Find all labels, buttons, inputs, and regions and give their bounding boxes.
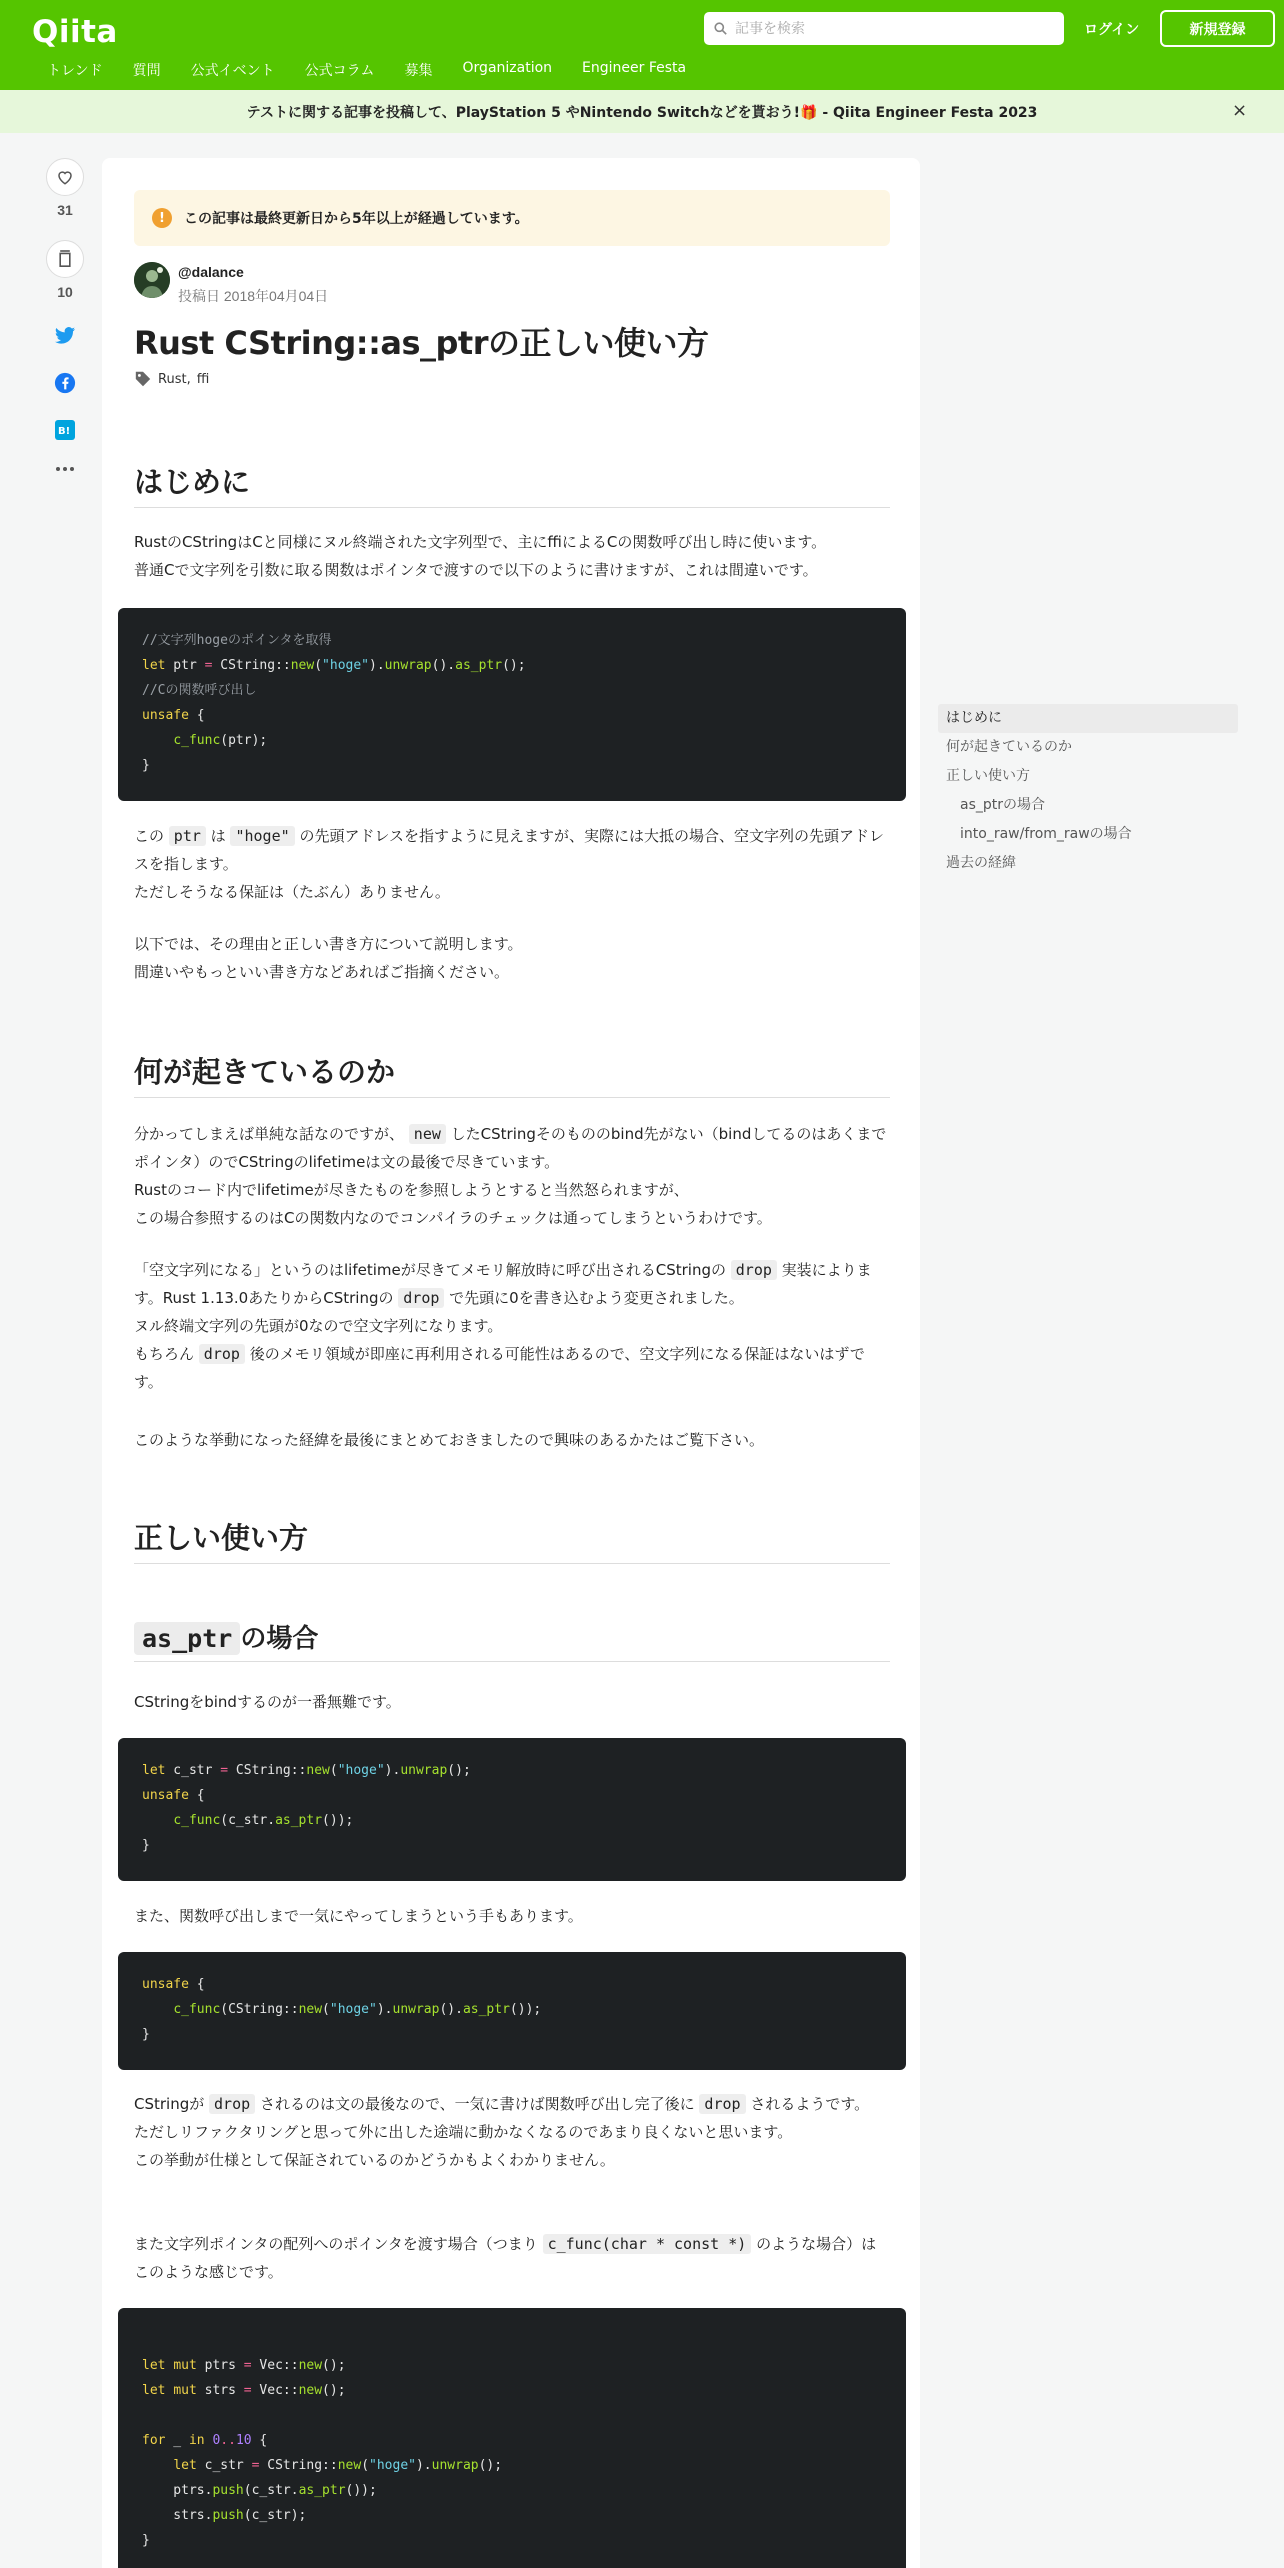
ptr-paragraph: この ptr は "hoge" の先頭アドレスを指すように見えますが、実際には大抵の場合、空文字列の先頭アドレスを指します。 ただしそうなる保証は（たぶん）ありません。 <box>134 827 884 901</box>
twitter-icon <box>54 326 76 346</box>
global-nav <box>47 60 716 80</box>
heading-as-ptr: as_ptr の場合 <box>134 1618 890 1662</box>
table-of-contents <box>938 704 1238 878</box>
toc-item-into-raw[interactable]: into_raw/from_rawの場合 <box>960 826 1132 842</box>
author-info <box>134 262 328 306</box>
empty-string-paragraph: 「空文字列になる」というのはlifetimeが尽きてメモリ解放時に呼び出されるCStringの drop 実装によります。Rust 1.13.0あたりからCStringの drop で先頭に0を書き込むよう変更されました。 ヌル終端文字列の先頭が0なので空文字列になります。 もちろん drop 後のメモリ領域が即座に再利用される可能性はあるので、空文字列になる保証はないはずです。 <box>134 1261 872 1391</box>
search-box[interactable] <box>704 12 1064 45</box>
article-title: Rust CString::as_ptrの正しい使い方 <box>134 324 709 362</box>
what-paragraph: 分かってしまえば単純な話なのですが、 new したCStringそのもののbind先がない（bindしてるのはあくまでポインタ）のでCStringのlifetimeは文の最後で尽きています。 Rustのコード内でlifetimeが尽きたものを参照しようとすると当然怒られますが、 この場合参照するのはCの関数内なのでコンパイラのチェックは通ってしまうというわけです。 <box>134 1125 887 1227</box>
more-button[interactable] <box>46 466 84 472</box>
tag-separator: , <box>186 371 191 387</box>
article-body <box>102 158 920 2568</box>
toc-item-as-ptr[interactable]: as_ptrの場合 <box>960 797 1046 813</box>
code-line: //文字列hogeのポインタを取得 <box>142 633 332 648</box>
search-icon <box>714 22 727 35</box>
outdated-notice <box>134 190 890 246</box>
author-name[interactable]: @dalance <box>178 264 244 280</box>
nav-engineer-festa[interactable]: Engineer Festa <box>582 60 687 76</box>
search-input[interactable] <box>735 21 1035 37</box>
svg-text:B!: B! <box>58 426 71 437</box>
article-actions <box>46 158 86 472</box>
intro-line-1: RustのCStringはCと同様にヌル終端された文字列型で、主にffiによるCの関数呼び出し時に使います。 <box>134 533 827 551</box>
tag-rust[interactable]: Rust <box>158 371 187 387</box>
stock-button[interactable] <box>46 240 84 278</box>
code-block-1[interactable]: //文字列hogeのポインタを取得 let ptr = CString::new("hoge").unwrap().as_ptr(); //Cの関数呼び出し unsafe { c_func(ptr); } <box>118 608 906 801</box>
hatena-share[interactable] <box>46 420 84 440</box>
code-block-3[interactable]: unsafe { c_func(CString::new("hoge").unwrap().as_ptr()); } <box>118 1952 906 2070</box>
nav-official-event[interactable]: 公式イベント <box>190 63 275 79</box>
nav-question[interactable]: 質問 <box>132 63 161 79</box>
signup-button[interactable]: 新規登録 <box>1160 10 1275 47</box>
tag-ffi[interactable]: ffi <box>196 371 210 387</box>
twitter-share[interactable] <box>46 326 84 346</box>
intro-paragraph <box>134 528 890 584</box>
nav-official-column[interactable]: 公式コラム <box>304 63 375 79</box>
login-link[interactable]: ログイン <box>1084 22 1140 38</box>
tag-list <box>134 370 209 388</box>
heart-icon <box>56 168 74 186</box>
toc-item-what[interactable]: 何が起きているのか <box>946 739 1072 755</box>
code-line: //Cの関数呼び出し <box>142 683 257 698</box>
array-paragraph: また文字列ポインタの配列へのポインタを渡す場合（つまり c_func(char * const *) のような場合）はこのような感じです。 <box>134 2235 877 2281</box>
explain-paragraph: 以下では、その理由と正しい書き方について説明します。 間違いやもっといい書き方などあればご指摘ください。 <box>134 935 523 981</box>
drop-paragraph: CStringが drop されるのは文の最後なので、一気に書けば関数呼び出し完了後に drop されるようです。 ただしリファクタリングと思って外に出した途端に動かなくなるのであまり良くないと思います。 この挙動が仕様として保証されているのかどうかもよくわかりません。 <box>134 2095 870 2169</box>
more-icon <box>55 466 75 472</box>
avatar[interactable] <box>134 262 170 298</box>
facebook-icon <box>54 372 76 394</box>
facebook-share[interactable] <box>46 372 84 394</box>
stock-count: 10 <box>57 284 73 300</box>
folder-icon <box>57 250 73 268</box>
banner-text[interactable]: テストに関する記事を投稿して、PlayStation 5 やNintendo Switchなどを貰おう!🎁 - Qiita Engineer Festa 2023 <box>246 104 1038 121</box>
intro-line-2: 普通Cで文字列を引数に取る関数はポインタで渡すので以下のように書けますが、これは間違いです。 <box>134 561 818 579</box>
nav-trend[interactable]: トレンド <box>47 63 103 79</box>
like-count: 31 <box>57 202 73 218</box>
inline-paragraph: また、関数呼び出しまで一気にやってしまうという手もあります。 <box>134 1907 583 1925</box>
qiita-logo[interactable]: Qiita <box>32 14 118 50</box>
header <box>0 0 1284 90</box>
toc-item-correct[interactable]: 正しい使い方 <box>946 768 1030 784</box>
history-paragraph: このような挙動になった経緯を最後にまとめておきましたので興味のあるかたはご覧下さい。 <box>134 1431 765 1449</box>
event-banner[interactable] <box>0 90 1284 133</box>
nav-organization[interactable]: Organization <box>462 60 553 76</box>
tag-icon <box>134 370 152 388</box>
info-icon: ! <box>152 208 172 228</box>
code-block-2[interactable]: let c_str = CString::new("hoge").unwrap(); unsafe { c_func(c_str.as_ptr()); } <box>118 1738 906 1881</box>
toc-item-history[interactable]: 過去の経緯 <box>946 855 1016 871</box>
close-icon[interactable]: × <box>1232 100 1248 121</box>
bind-paragraph: CStringをbindするのが一番無難です。 <box>134 1693 401 1711</box>
notice-text: この記事は最終更新日から5年以上が経過しています。 <box>184 211 529 227</box>
like-button[interactable] <box>46 158 84 196</box>
hatena-bookmark-icon <box>55 420 75 440</box>
nav-recruit[interactable]: 募集 <box>404 63 433 79</box>
heading-correct-usage: 正しい使い方 <box>134 1516 890 1564</box>
code-block-4[interactable]: let mut ptrs = Vec::new(); let mut strs = Vec::new(); for _ in 0..10 { let c_str = CString::new("hoge").unwrap(); ptrs.push(c_str.as_ptr()); strs.push(c_str); } <box>118 2308 906 2568</box>
heading-intro: はじめに <box>134 460 890 508</box>
toc-item-intro[interactable]: はじめに <box>938 704 1238 733</box>
heading-what-happens: 何が起きているのか <box>134 1050 890 1098</box>
post-date: 投稿日 2018年04月04日 <box>178 288 329 304</box>
